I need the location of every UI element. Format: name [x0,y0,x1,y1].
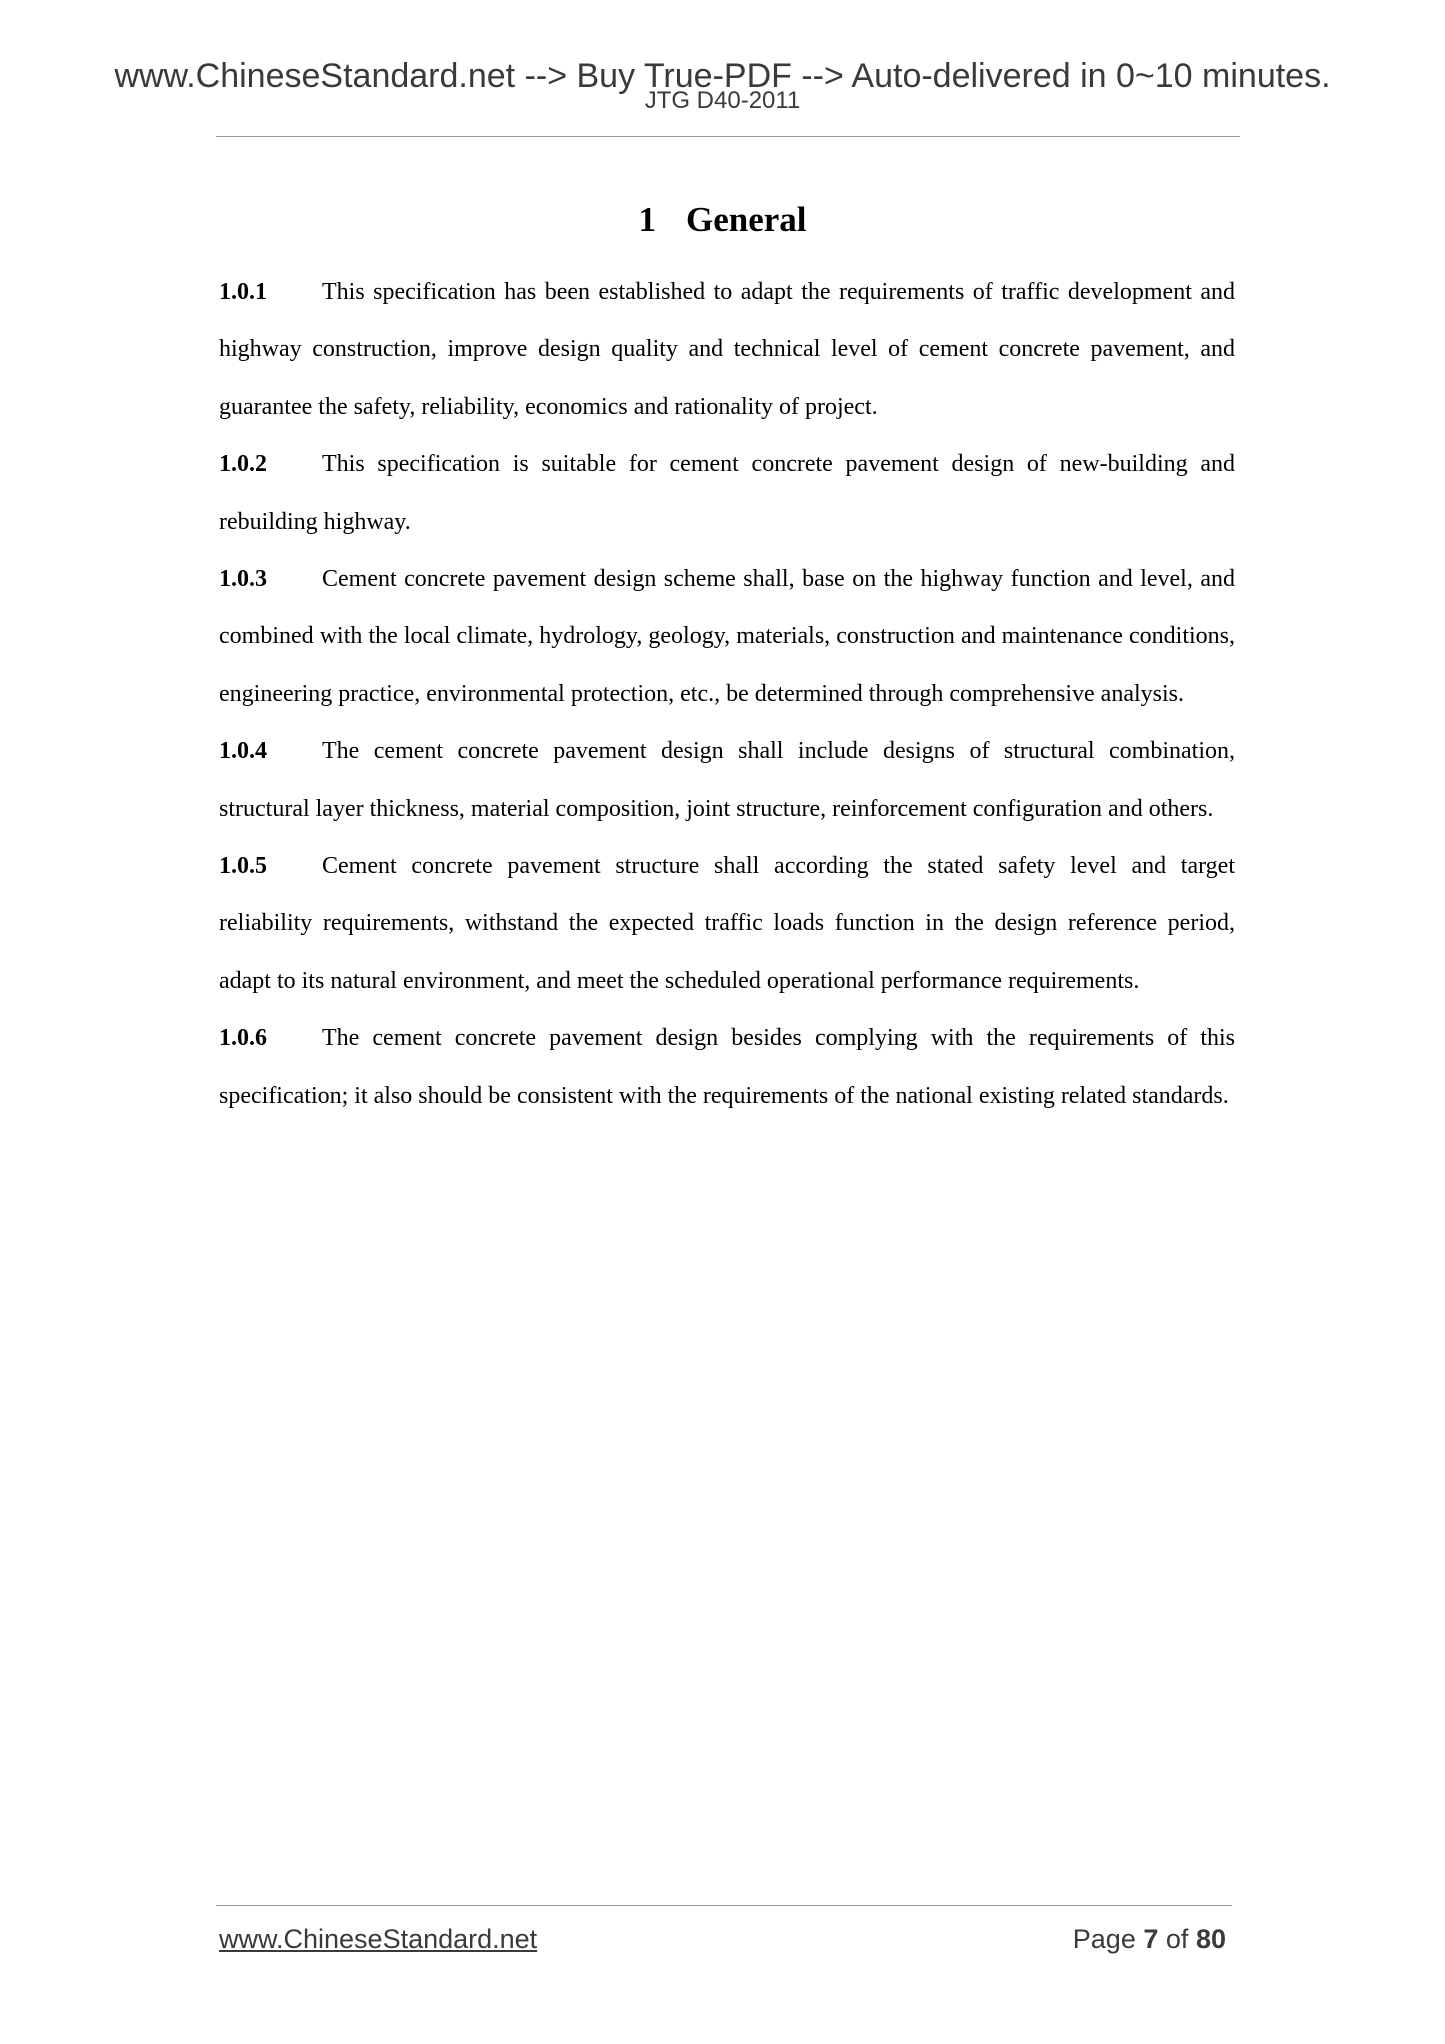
clause-text: The cement concrete pavement design shall include designs of structural combination, structural layer thickness, material composition, joint structure, reinforcement configuration and others. [219,738,1235,822]
footer-divider [216,1905,1232,1906]
page-of: of [1165,1924,1189,1954]
page-total: 80 [1195,1924,1226,1954]
page-current: 7 [1143,1924,1159,1954]
clause-1-0-2 [219,436,1235,551]
clause-number: 1.0.5 [219,853,267,880]
clause-1-0-6 [219,1010,1235,1125]
clause-1-0-5 [219,838,1235,1010]
header-banner: www.ChineseStandard.net --> Buy True-PDF --> Auto-delivered in 0~10 minutes. [114,57,1331,95]
page-label: Page [1072,1924,1136,1954]
footer-site-link[interactable]: www.ChineseStandard.net [219,1924,538,1954]
chapter-number: 1 [638,200,656,239]
clause-number: 1.0.1 [219,279,267,305]
clause-1-0-4 [219,723,1235,838]
clause-1-0-1 [219,264,1235,436]
clause-text: Cement concrete pavement design scheme shall, base on the highway function and level, and combined with the local climate, hydrology, geology, materials, construction and maintenance conditions, engineering practice, environmental protection, etc., be determined through comprehensive analysis. [219,566,1235,707]
page-indicator [1073,1923,1226,1955]
standard-code: JTG D40-2011 [644,87,801,114]
clause-number: 1.0.4 [219,738,267,765]
clause-text: The cement concrete pavement design besides complying with the requirements of this specification; it also should be consistent with the requirements of the national existing related standards. [219,1025,1235,1109]
chapter-title: General [685,200,807,239]
clause-number: 1.0.6 [219,1025,267,1052]
clause-1-0-3 [219,551,1235,723]
clause-list [219,264,1235,1125]
clause-number: 1.0.3 [219,566,267,593]
chapter-heading [0,198,1445,242]
clause-number: 1.0.2 [219,451,267,478]
clause-text: This specification has been established to adapt the requirements of traffic development and highway construction, improve design quality and technical level of cement concrete pavement, and guarantee the safety, reliability, economics and rationality of project. [219,279,1235,420]
clause-text: This specification is suitable for cement concrete pavement design of new-building and rebuilding highway. [219,451,1235,535]
header-divider [216,136,1240,137]
clause-text: Cement concrete pavement structure shall according the stated safety level and target reliability requirements, withstand the expected traffic loads function in the design reference period, adapt to its natural environment, and meet the scheduled operational performance requirements. [219,853,1235,994]
